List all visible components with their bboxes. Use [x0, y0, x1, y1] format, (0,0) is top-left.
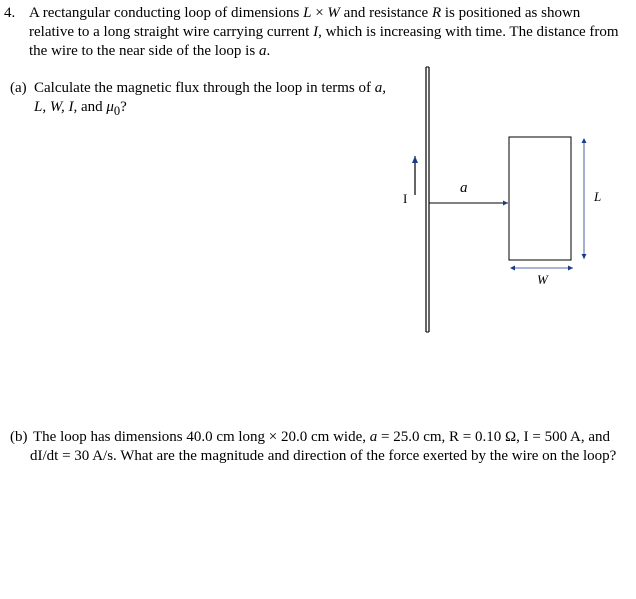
stem-text-5: .	[266, 43, 271, 59]
distance-label: a	[460, 180, 468, 196]
stem-text-3: is positioned as shown relative to a long straight wire carrying current	[29, 5, 581, 40]
part-b-label: (b)	[10, 429, 28, 445]
stem-var-R: R	[431, 5, 442, 21]
problem-number: 4.	[4, 5, 16, 21]
part-b-question	[30, 428, 632, 466]
part-b-text-2: = 25.0 cm, R = 0.10 Ω, I = 500 A, and dI/dt = 30 A/s. What are the magnitude and direction of the force exerted by the wire on the loop?	[30, 429, 617, 464]
part-a-mu: μ	[106, 99, 114, 115]
stem-times: ×	[311, 5, 328, 21]
part-a-vars: a, L, W, I,	[34, 80, 386, 115]
stem-var-W: W	[327, 5, 340, 21]
part-a-text-1: Calculate the magnetic flux through the loop in terms of	[34, 80, 375, 96]
part-b-var-a: a	[369, 429, 378, 445]
part-a-text-3: ?	[120, 99, 127, 115]
width-label: W	[537, 272, 548, 287]
stem-var-L: L	[303, 5, 312, 21]
length-label: L	[594, 189, 602, 204]
part-a-label: (a)	[10, 80, 27, 96]
stem-var-I: I	[313, 24, 319, 40]
part-a-mu-subscript: 0	[113, 104, 121, 118]
stem-text-1: A rectangular conducting loop of dimensions	[29, 5, 304, 21]
part-a-text-2: and	[77, 99, 107, 115]
current-label: I	[403, 191, 408, 206]
stem-text-4: , which is increasing with time. The distance from the wire to the near side of the loop is	[29, 24, 619, 59]
rectangular-loop	[509, 137, 571, 260]
stem-text-2: and resistance	[339, 5, 432, 21]
part-b-text-1: The loop has dimensions 40.0 cm long × 20.0 cm wide,	[33, 429, 370, 445]
stem-var-a: a	[258, 43, 267, 59]
long-straight-wire	[426, 67, 429, 332]
